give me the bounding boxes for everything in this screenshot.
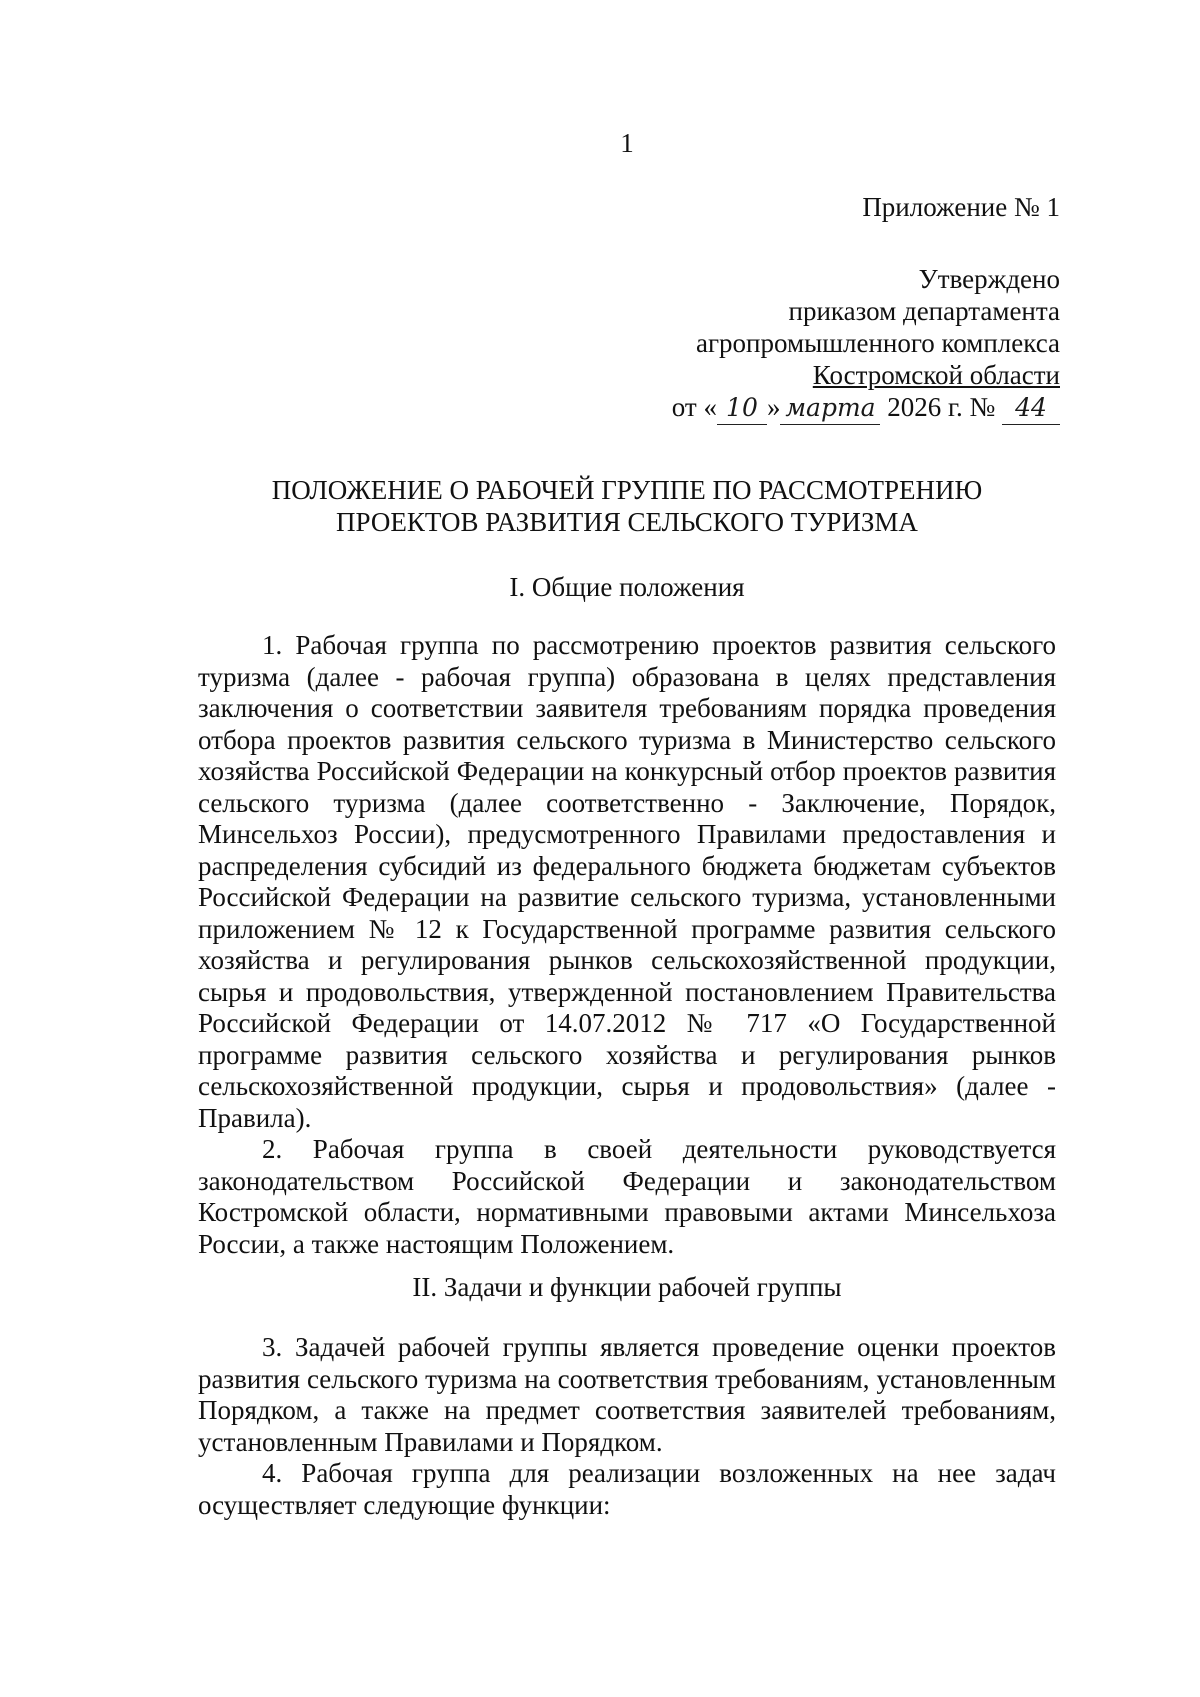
section-2-body [198, 1332, 1056, 1521]
approval-line-4: Костромской области [812, 360, 1060, 390]
section-1-body [198, 630, 1056, 1260]
order-day-handwritten: 10 [726, 393, 758, 422]
paragraph-3: 3. Задачей рабочей группы является проведение оценки проектов развития сельского туризма на соответствия требованиям, установленным Порядком, а также на предмет соответствия заявителей требованиям, установленным Правилами и Порядком. [198, 1332, 1056, 1457]
page-number: 1 [620, 128, 634, 158]
paragraph-2: 2. Рабочая группа в своей деятельности руководствуется законодательством Российской Федерации и законодательством Костромской области, нормативными правовыми актами Минсельхоза России, а также настоящим Положением. [198, 1134, 1056, 1259]
approval-line-3: агропромышленного комплекса [696, 328, 1060, 358]
appendix-label: Приложение № 1 [862, 192, 1060, 222]
order-month-field [780, 391, 880, 425]
paragraph-1: 1. Рабочая группа по рассмотрению проектов развития сельского туризма (далее - рабочая группа) образована в целях представления заключения о соответствии заявителя требованиям порядка проведения отбора проектов развития сельского туризма в Министерство сельского хозяйства Российской Федерации на конкурсный отбор проектов развития сельского туризма (далее соответственно - Заключение, Порядок, Минсельхоз России), предусмотренного Правилами предоставления и распределения субсидий из федерального бюджета бюджетам субъектов Российской Федерации на развитие сельского туризма, установленными приложением № 12 к Государственной программе развития сельского хозяйства и регулирования рынков сельскохозяйственной продукции, сырья и продовольствия, утвержденной постановлением Правительства Российской Федерации от 14.07.2012 № 717 «О Государственной программе развития сельского хозяйства и регулирования рынков сельскохозяйственной продукции, сырья и продовольствия» (далее - Правила). [198, 630, 1056, 1133]
approval-line-2: приказом департамента [788, 296, 1060, 326]
document-title [198, 474, 1056, 538]
approval-line-1: Утверждено [918, 264, 1060, 294]
order-year: 2026 г. № [880, 392, 1002, 422]
order-number-handwritten: 44 [1015, 393, 1047, 422]
order-day-close: » [766, 392, 781, 422]
section-2-heading: II. Задачи и функции рабочей группы [412, 1272, 842, 1302]
title-line-2: ПРОЕКТОВ РАЗВИТИЯ СЕЛЬСКОГО ТУРИЗМА [336, 507, 918, 537]
order-number-field [1002, 391, 1060, 425]
order-month-handwritten: марта [785, 393, 876, 422]
order-date-line [672, 391, 1060, 425]
section-1-heading: I. Общие положения [509, 572, 745, 602]
title-line-1: ПОЛОЖЕНИЕ О РАБОЧЕЙ ГРУППЕ ПО РАССМОТРЕНИЮ [271, 475, 983, 505]
paragraph-4: 4. Рабочая группа для реализации возложенных на нее задач осуществляет следующие функции: [198, 1458, 1056, 1520]
order-prefix: от « [671, 392, 717, 422]
approval-block [672, 263, 1060, 425]
order-day-field [717, 391, 767, 425]
